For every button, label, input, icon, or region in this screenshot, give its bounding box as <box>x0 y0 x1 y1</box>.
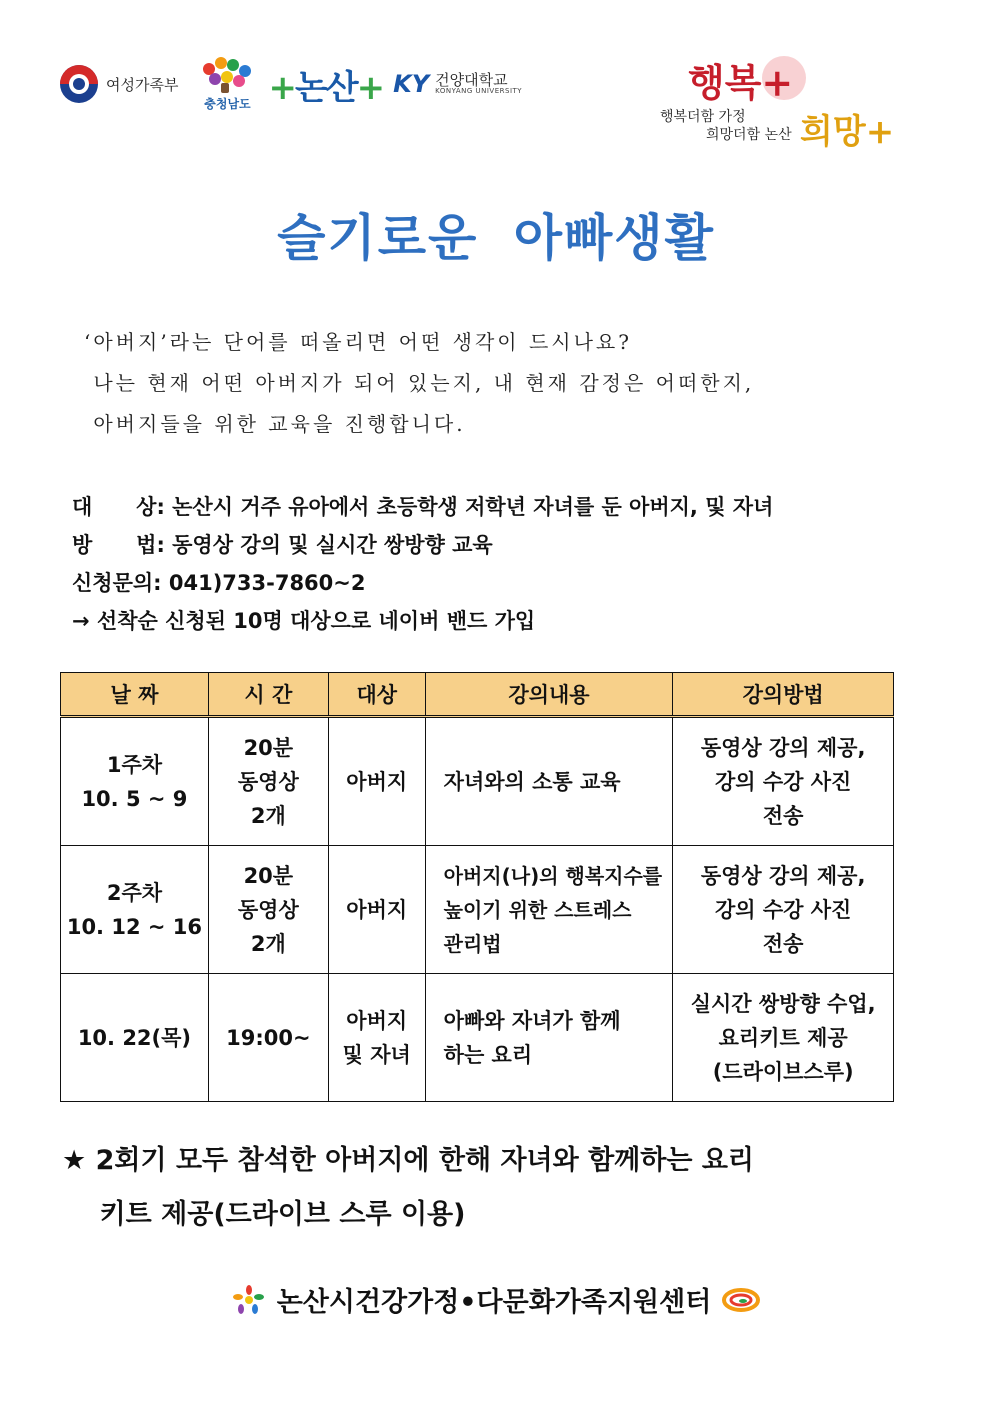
city-logo-text: 논산 <box>294 67 357 108</box>
cell-line: 동영상 <box>237 769 299 794</box>
gov-label: 여성가족부 <box>106 75 179 94</box>
footer <box>0 1280 992 1319</box>
cell-line: 동영상 <box>237 897 299 922</box>
intro-line: ‘아버지’라는 단어를 떠올리면 어떤 생각이 드시나요? <box>84 330 632 354</box>
header-target: 대상 <box>328 673 425 717</box>
cell-date <box>61 717 209 846</box>
cell-line: 2개 <box>250 931 286 956</box>
header-content: 강의내용 <box>425 673 673 717</box>
university-logo <box>393 70 522 98</box>
notice-line: 키트 제공(드라이브 스루 이용) <box>62 1199 466 1230</box>
header-method: 강의방법 <box>673 673 894 717</box>
header-date: 날 짜 <box>61 673 209 717</box>
slogan-line2: 희망더함 논산 <box>706 127 792 143</box>
footer-center-name: 논산시건강가정•다문화가족지원센터 <box>276 1287 712 1318</box>
cell-time <box>208 717 328 846</box>
university-name: 건양대학교 <box>435 71 508 89</box>
intro-line: 나는 현재 어떤 아버지가 되어 있는지, 내 현재 감정은 어떠한지, <box>84 371 755 395</box>
cell-line: 및 자녀 <box>342 1042 411 1067</box>
gov-emblem-icon <box>60 65 98 103</box>
intro-line: 아버지들을 위한 교육을 진행합니다. <box>84 412 466 436</box>
cell-target <box>328 846 425 974</box>
table-header-row <box>61 673 894 717</box>
tree-icon <box>199 57 255 93</box>
info-method: 방 법: 동영상 강의 및 실시간 쌍방향 교육 <box>72 533 493 557</box>
cell-line: 2주차 <box>106 880 163 905</box>
slogan-happy: 행복+ <box>688 60 794 105</box>
cell-line: 강의 수강 사진 <box>714 897 852 922</box>
cell-line: 아버지 <box>346 769 408 794</box>
intro-text <box>84 322 754 445</box>
cell-line: 전송 <box>762 803 804 828</box>
program-info <box>72 488 773 640</box>
cell-line: 높이기 위한 스트레스 <box>443 897 632 922</box>
university-name-en: KONYANG UNIVERSITY <box>435 87 523 95</box>
notice-line: ★ 2회기 모두 참석한 아버지에 한해 자녀와 함께하는 요리 <box>62 1145 754 1176</box>
cell-line: 동영상 강의 제공, <box>700 735 866 760</box>
cell-content <box>425 846 673 974</box>
cell-line: 자녀와의 소통 교육 <box>443 769 621 794</box>
family-logo-icon <box>721 1287 761 1313</box>
city-logo: +논산+ <box>268 67 384 108</box>
cell-method <box>673 846 894 974</box>
cell-date <box>61 974 209 1102</box>
university-mark-text: KY <box>393 70 430 98</box>
cell-time <box>208 974 328 1102</box>
table-row <box>61 717 894 846</box>
cell-line: 관리법 <box>443 931 502 956</box>
cell-line: 아버지 <box>346 897 408 922</box>
university-mark <box>393 70 429 98</box>
slogan-line1: 행복더함 가정 <box>660 109 746 125</box>
info-target: 대 상: 논산시 거주 유아에서 초등학생 저학년 자녀를 둔 아버지, 및 자녀 <box>72 495 774 519</box>
cell-line: 20분 <box>243 863 294 888</box>
cell-target <box>328 974 425 1102</box>
cell-line: 강의 수강 사진 <box>714 769 852 794</box>
cell-line: 하는 요리 <box>443 1042 533 1067</box>
cell-time <box>208 846 328 974</box>
slogan-hope: 희망+ <box>800 112 895 152</box>
cell-line: 실시간 쌍방향 수업, <box>690 991 876 1016</box>
header-time: 시 간 <box>208 673 328 717</box>
cell-line: 아버지(나)의 행복지수를 <box>443 863 663 888</box>
province-label: 충청남도 <box>204 96 251 111</box>
table-row <box>61 974 894 1102</box>
cell-content <box>425 974 673 1102</box>
info-band: → 선착순 신청된 10명 대상으로 네이버 밴드 가입 <box>72 609 536 633</box>
header-logos <box>60 52 522 116</box>
cell-line: 10. 12 ~ 16 <box>66 914 203 939</box>
notice <box>62 1134 754 1242</box>
cell-line: 동영상 강의 제공, <box>700 863 866 888</box>
cell-line: 19:00~ <box>226 1025 311 1050</box>
center-logo-icon <box>231 1285 267 1315</box>
cell-line: 2개 <box>250 803 286 828</box>
cell-method <box>673 974 894 1102</box>
cell-line: 전송 <box>762 931 804 956</box>
page-title: 슬기로운 아빠생활 <box>277 209 715 267</box>
cell-line: 1주차 <box>106 752 163 777</box>
province-logo <box>196 57 258 112</box>
cell-line: 아빠와 자녀가 함께 <box>443 1008 621 1033</box>
cell-line: 요리키트 제공 <box>718 1025 848 1050</box>
schedule-table <box>60 672 894 1102</box>
slogan-logo <box>660 52 920 162</box>
cell-target <box>328 717 425 846</box>
cell-method <box>673 717 894 846</box>
info-inquiry: 신청문의: 041)733-7860~2 <box>72 571 366 595</box>
cell-content <box>425 717 673 846</box>
table-row <box>61 846 894 974</box>
cell-line: 10. 22(목) <box>77 1025 192 1050</box>
cell-line: 아버지 <box>346 1008 408 1033</box>
cell-date <box>61 846 209 974</box>
cell-line: 10. 5 ~ 9 <box>81 786 188 811</box>
cell-line: (드라이브스루) <box>712 1059 854 1084</box>
cell-line: 20분 <box>243 735 294 760</box>
